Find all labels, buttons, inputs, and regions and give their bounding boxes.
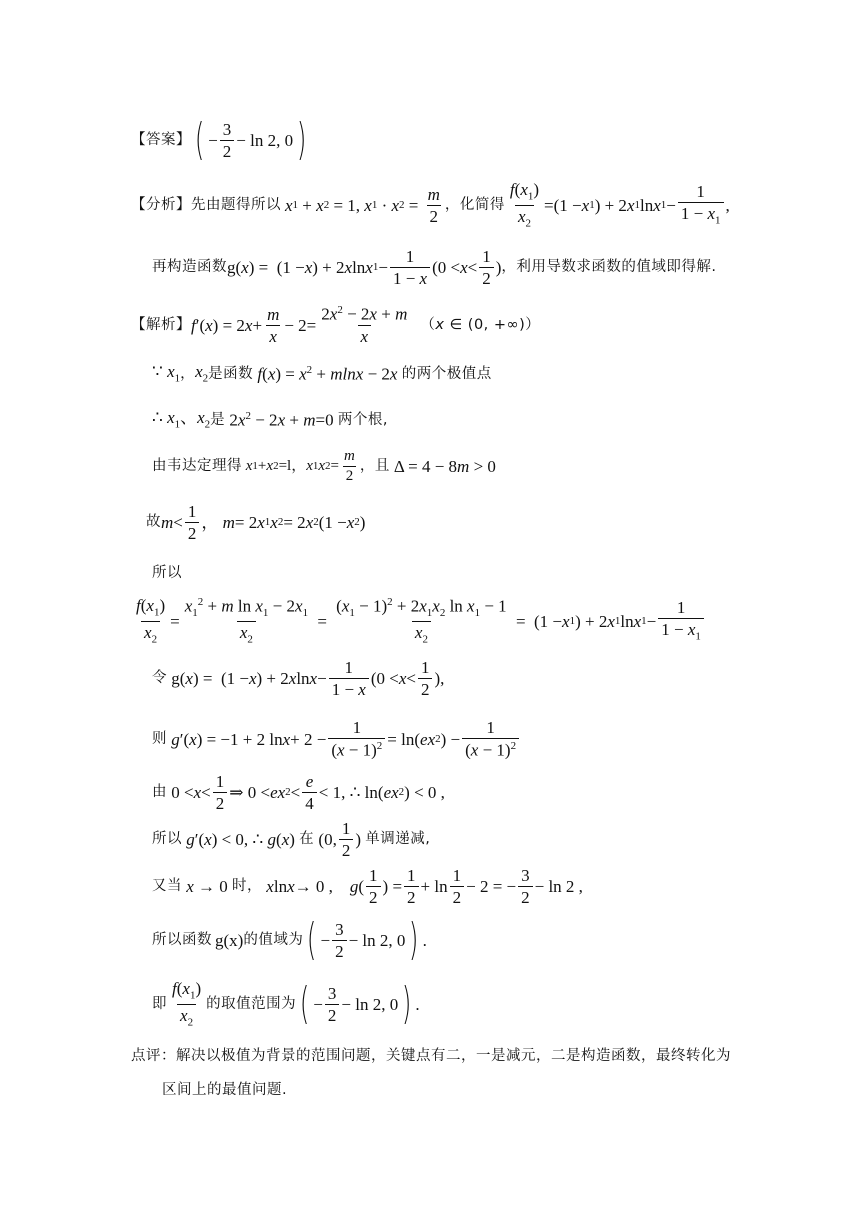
because-symbol: ∵ $x_1$	[152, 362, 181, 385]
solution-step-11	[152, 864, 583, 908]
solution-step-13	[152, 980, 420, 1028]
step13-mid: 的取值范围为	[206, 995, 297, 1012]
comment-text-1: 点评：解决以极值为背景的范围问题，关键点有二，一是减元，二是构造函数，最终转化为	[131, 1047, 731, 1064]
step4-text: 故	[146, 513, 161, 530]
solution-step-3	[152, 446, 496, 486]
analysis-line-1	[131, 180, 730, 229]
step12-mid: 的值域为	[243, 931, 304, 948]
solution-step-6	[131, 594, 706, 648]
comment-line-1	[131, 1048, 731, 1063]
step2-tail: 两个根,	[337, 411, 388, 428]
step1-function: $f(x) = x^2 + mlnx - 2x$	[257, 364, 398, 384]
step12-text: 所以函数	[152, 931, 212, 948]
analysis-text-3: 再构造函数	[152, 258, 227, 275]
analysis-line-2	[152, 247, 717, 287]
final-range: ( − $\frac{3}{2}$ − ln 2, 0 ) .	[299, 978, 420, 1029]
g-label: g(x)	[215, 930, 244, 950]
g-derivative: g ′( x ) = −1 + 2 ln x + 2 − $\frac{1}{(x - 1)^2}$ = ln( ex 2 ) − $\frac{1}{(x - 1)^2}$	[167, 719, 521, 759]
limit-condition: x → 0	[186, 876, 233, 896]
g-definition: g( x ) = (1 − x ) + 2 x ln x − $\frac{1}{1 - x}$ (0 < x < $\frac{1}{2}$ ),	[167, 657, 445, 699]
x2-var: $x_2$	[195, 362, 209, 385]
solution-step-4	[146, 500, 365, 544]
analysis-construct-expr: g( x ) = (1 − x ) + 2 x ln x 1 − $\frac{1}{1 - x}$ (0 < x < $\frac{1}{2}$ )	[227, 246, 502, 288]
solution-step-8	[152, 717, 521, 761]
therefore-symbol: ∴ $x_1$、$x_2$	[152, 408, 211, 431]
limit-results: x ln x → 0 , g ( $\frac{1}{2}$ ) = $\frac{1}{2}$ + ln $\frac{1}{2}$ − 2 = − $\frac{3}{2}$ − ln 2 ,	[266, 865, 583, 907]
analysis-text-2: ，化简得	[444, 196, 505, 213]
solution-step-9	[152, 770, 445, 814]
ratio-symbol: $\frac{f(x_1)}{x_2}$	[172, 979, 202, 1028]
step2-text: 是	[210, 411, 226, 428]
step10-mid: 在	[299, 830, 315, 847]
step3-text: 由韦达定理得	[152, 457, 242, 474]
step11-mid: 时，	[232, 877, 263, 894]
sign-analysis: 0 < x < $\frac{1}{2}$ ⇒ 0 < ex 2 < $\frac{e}{4}$ < 1, ∴ ln( ex 2 ) < 0 ,	[167, 771, 445, 813]
solution-step-12	[152, 916, 427, 964]
analysis-label: 【分析】	[131, 196, 191, 213]
vieta-relations: x 1 + x 2 =l， x 1 x 2 = $\frac{m}{2}$	[245, 447, 355, 484]
step10-text: 所以	[152, 830, 182, 847]
analysis-condition: x 1 + x 2 = 1, x 1 · x 2 = $\frac{m}{2}$	[285, 184, 440, 226]
step7-text: 令	[152, 669, 167, 686]
step1-text: 是函数	[208, 365, 254, 382]
comment-text-2: 区间上的最值问题.	[162, 1081, 288, 1098]
step10-tail: 单调递减,	[365, 830, 431, 847]
interval: (0, $\frac{1}{2}$ )	[314, 818, 366, 860]
answer-line	[131, 114, 310, 165]
analysis-text-1: 先由题得所以	[191, 196, 281, 213]
step5-text: 所以	[152, 564, 182, 581]
analysis-simplified-expr: $\frac{f(x_1)}{x_2}$ =(1 − x 1 ) + 2 x 1 ln x 1 − $\frac{1}{1 - x_1}$ ,	[509, 180, 730, 229]
solution-domain: （x ∈ (0, +∞)）	[420, 316, 541, 333]
m-bound: m < $\frac{1}{2}$ ， m = 2 x 1 x 2 = 2 x 2 (1 − x 2 )	[161, 501, 366, 543]
solution-step-7	[152, 658, 444, 698]
solution-step-10	[152, 818, 430, 860]
solution-derivative: f ′( x ) = 2 x + $\frac{m}{x}$ − 2= $\frac{2x^2 - 2x + m}{x}$	[191, 304, 408, 346]
step1-tail: 的两个极值点	[401, 365, 492, 382]
solution-label: 【解析】	[131, 316, 191, 333]
step11-text: 又当	[152, 877, 182, 894]
solution-step-1	[152, 362, 492, 386]
analysis-text-4: ，利用导数求函数的值域即得解.	[501, 258, 717, 275]
comment-line-2	[162, 1082, 287, 1097]
step3-tail: ，且	[359, 457, 390, 474]
g-negative: g′(x) < 0, ∴ g(x)	[186, 829, 300, 849]
step8-text: 则	[152, 730, 167, 747]
comma-1: ，	[180, 365, 196, 382]
step2-equation: $2x^2 - 2x + m=0$	[225, 410, 338, 430]
solution-derivative-line	[131, 305, 540, 345]
answer-label: 【答案】	[131, 131, 191, 148]
solution-step-2	[152, 408, 388, 432]
step9-text: 由	[152, 783, 167, 800]
answer-value: ( − $\frac{3}{2}$ − ln 2, 0 )	[194, 114, 307, 165]
ratio-expansion: $\frac{f(x_1)}{x_2}$ = $\frac{x_1^2 + m \ln x_1 - 2x_1}{x_2}$ = $\frac{(x_1 - 1)^2 + 2x_1x_2 \ln x_1 - 1}{x_2}$ = (1 − x 1 ) + 2 x 1 ln x 1 − $\frac{1}{1 - x_1}$	[131, 597, 706, 645]
discriminant: Δ = 4 − 8m > 0	[393, 456, 496, 476]
solution-step-5	[152, 565, 182, 585]
step13-text: 即	[152, 995, 167, 1012]
range-result: ( − $\frac{3}{2}$ − ln 2, 0 ) .	[307, 914, 427, 965]
